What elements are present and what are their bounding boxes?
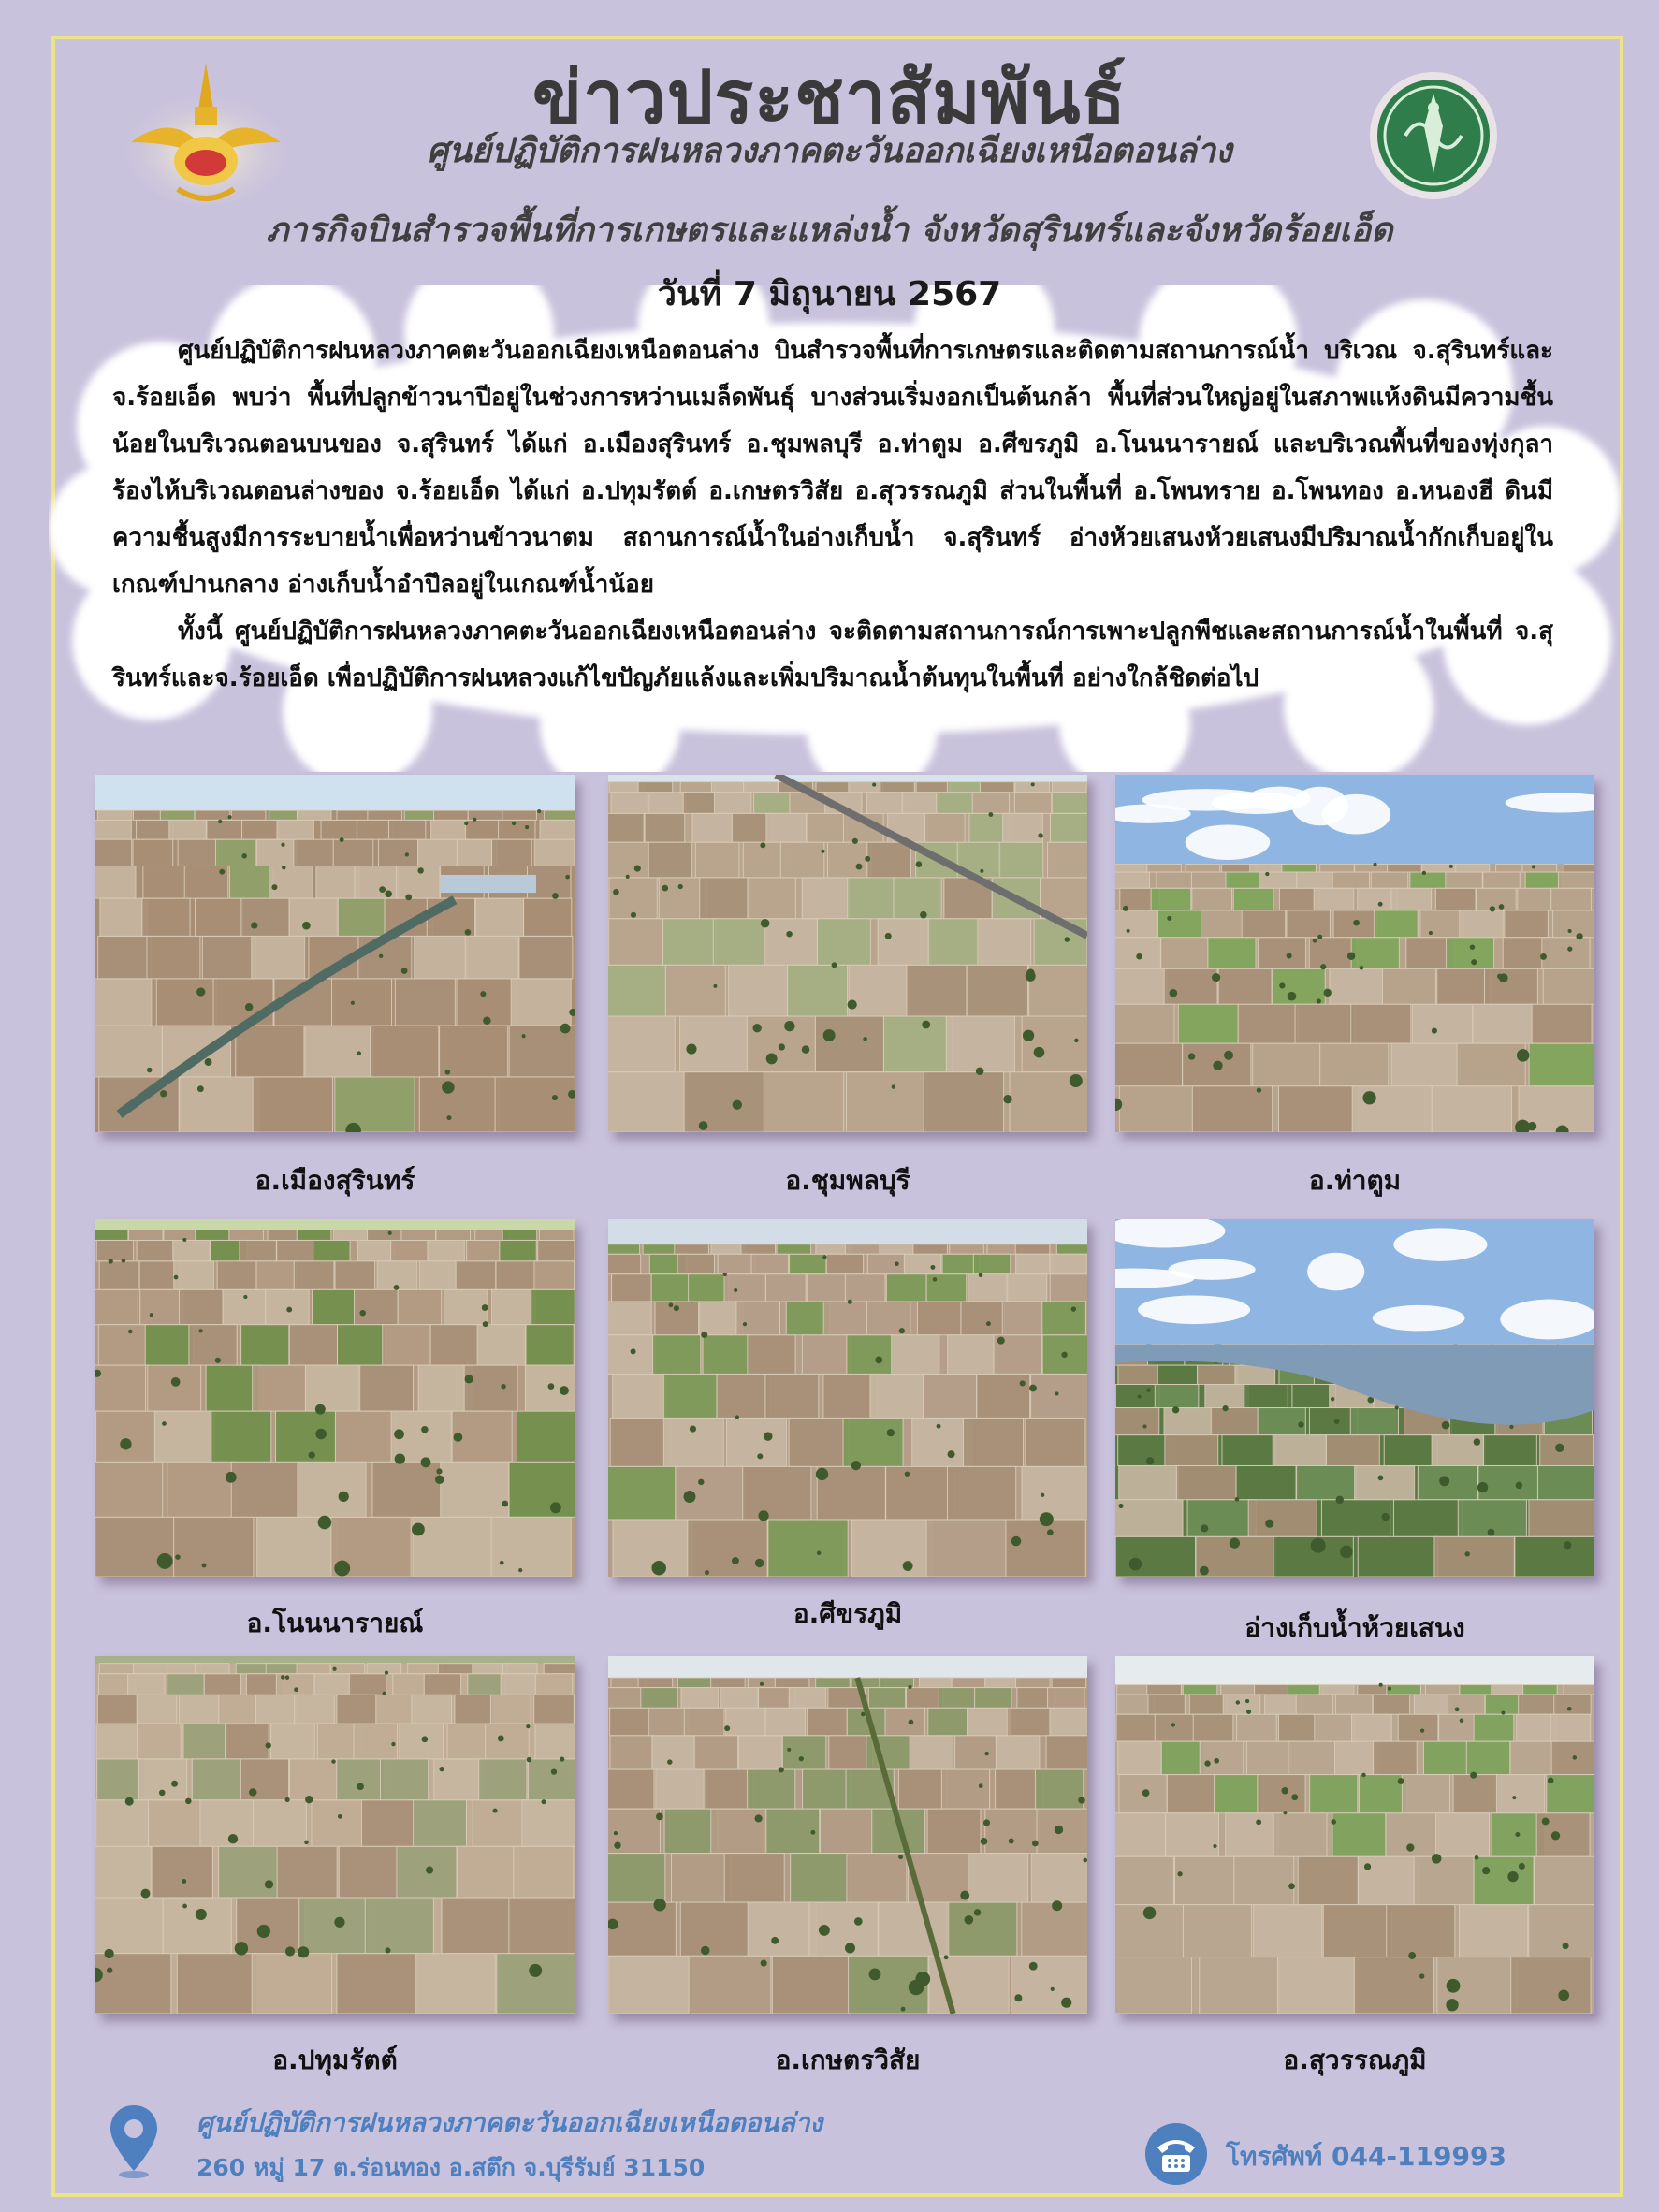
aerial-photo <box>608 1219 1087 1577</box>
date-heading: วันที่ 7 มิถุนายน 2567 <box>657 275 1002 313</box>
photo-caption: อ่างเก็บน้ำห้วยเสนง <box>1244 1612 1465 1643</box>
page-subtitle: ศูนย์ปฏิบัติการฝนหลวงภาคตะวันออกเฉียงเหนือตอนล่าง <box>427 132 1232 170</box>
footer-org-name: ศูนย์ปฏิบัติการฝนหลวงภาคตะวันออกเฉียงเหนือตอนล่าง <box>196 2107 823 2138</box>
photo-caption: อ.ชุมพลบุรี <box>785 1165 910 1196</box>
body-paragraph-2: ทั้งนี้ ศูนย์ปฏิบัติการฝนหลวงภาคตะวันออกเฉียงเหนือตอนล่าง จะติดตามสถานการณ์การเพาะปลูกพืชและสถานการณ์น้ำในพื้นที่ จ.สุรินทร์และจ.ร้อยเอ็ด เพื่อปฏิบัติการฝนหลวงแก้ไขปัญภัยแล้งและเพิ่มปริมาณน้ำต้นทุนในพื้นที่ อย่างใกล้ชิดต่อไป <box>112 618 1553 692</box>
photo-caption: อ.สุวรรณภูมิ <box>1283 2045 1427 2075</box>
location-pin-icon <box>110 2105 157 2178</box>
aerial-photo <box>608 1656 1087 2014</box>
aerial-photo <box>1115 1219 1594 1577</box>
footer-phone: โทรศัพท์ 044-119993 <box>1226 2141 1506 2172</box>
aerial-photo <box>1115 775 1594 1132</box>
telephone-icon <box>1143 2121 1209 2187</box>
aerial-photo <box>95 1219 575 1577</box>
photo-caption: อ.ท่าตูม <box>1308 1165 1402 1196</box>
page-title: ข่าวประชาสัมพันธ์ <box>531 55 1128 140</box>
body-paragraph-1: ศูนย์ปฏิบัติการฝนหลวงภาคตะวันออกเฉียงเหนือตอนล่าง บินสำรวจพื้นที่การเกษตรและติดตามสถานการณ์น้ำ บริเวณ จ.สุรินทร์และจ.ร้อยเอ็ด พบว่า พื้นที่ปลูกข้าวนาปีอยู่ในช่วงการหว่านเมล็ดพันธุ์ บางส่วนเริ่มงอกเป็นต้นกล้า พื้นที่ส่วนใหญ่อยู่ในสภาพแห้งดินมีความชื้นน้อยในบริเวณตอนบนของ จ.สุรินทร์ ได้แก่ อ.เมืองสุรินทร์ อ.ชุมพลบุรี อ.ท่าตูม อ.ศีขรภูมิ อ.โนนนารายณ์ และบริเวณพื้นที่ของทุ่งกุลาร้องไห้บริเวณตอนล่างของ จ.ร้อยเอ็ด ได้แก่ อ.ปทุมรัตต์ อ.เกษตรวิสัย อ.สุวรรณภูมิ ส่วนในพื้นที่ อ.โพนทราย อ.โพนทอง อ.หนองฮี ดินมีความชื้นสูงมีการระบายน้ำเพื่อหว่านข้าวนาตม สถานการณ์น้ำในอ่างเก็บน้ำ จ.สุรินทร์ อ่างห้วยเสนงห้วยเสนงมีปริมาณน้ำกักเก็บอยู่ในเกณฑ์ปานกลาง อ่างเก็บน้ำอำปึลอยู่ในเกณฑ์น้ำน้อย <box>112 337 1553 599</box>
footer-address: 260 หมู่ 17 ต.ร่อนทอง อ.สตึก จ.บุรีรัมย์ 31150 <box>196 2154 706 2181</box>
photo-caption: อ.ศีขรภูมิ <box>793 1598 903 1629</box>
photo-caption: อ.เมืองสุรินทร์ <box>255 1165 415 1196</box>
photo-caption: อ.เกษตรวิสัย <box>775 2045 921 2075</box>
news-body <box>112 327 1553 702</box>
photo-caption: อ.โนนนารายณ์ <box>246 1608 424 1638</box>
aerial-photo <box>608 775 1087 1132</box>
mission-heading: ภารกิจบินสำรวจพื้นที่การเกษตรและแหล่งน้ำ จังหวัดสุรินทร์และจังหวัดร้อยเอ็ด <box>266 211 1393 250</box>
aerial-photo <box>1115 1656 1594 2014</box>
aerial-photo <box>95 1656 575 2014</box>
photo-caption: อ.ปทุมรัตต์ <box>272 2045 398 2075</box>
aerial-photo <box>95 775 575 1132</box>
